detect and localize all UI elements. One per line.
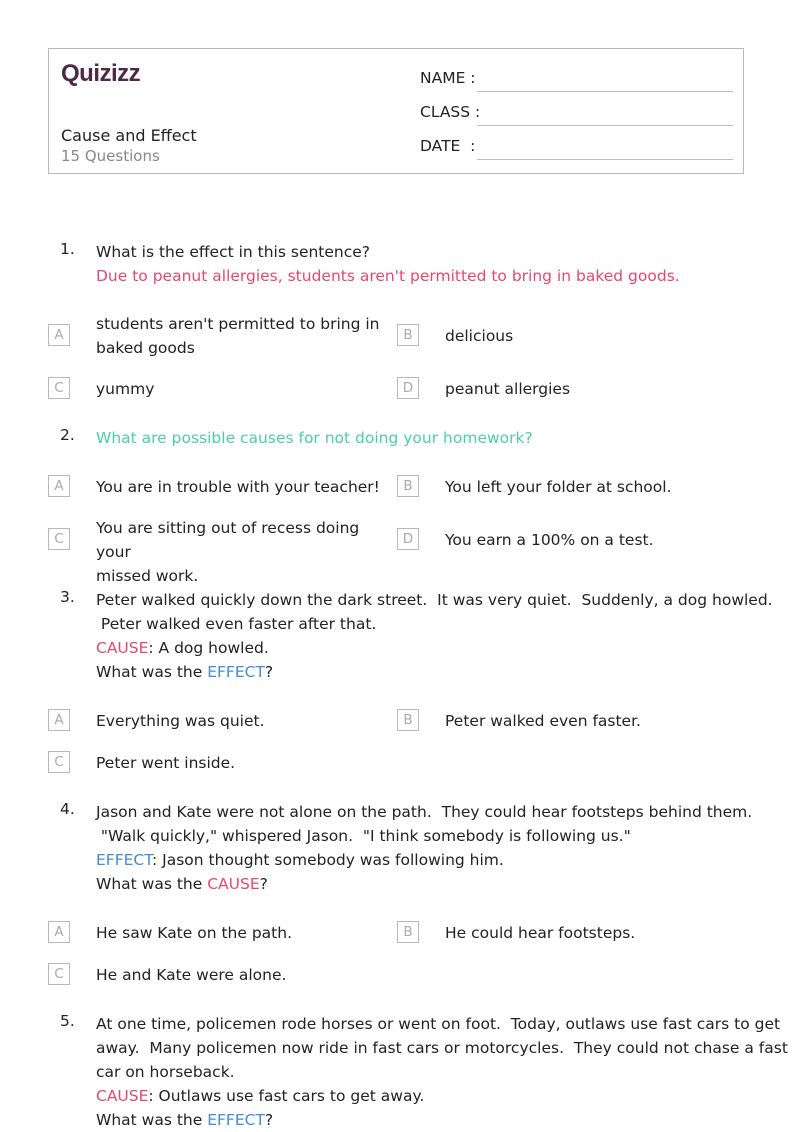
name-label: NAME : <box>420 69 476 87</box>
option-letter[interactable]: D <box>397 377 419 399</box>
option-letter[interactable]: A <box>48 324 70 346</box>
option-text[interactable]: Peter went inside. <box>96 754 236 772</box>
question-count: 15 Questions <box>61 147 160 165</box>
option-letter[interactable]: A <box>48 475 70 497</box>
option-letter[interactable]: C <box>48 751 70 773</box>
ask-prefix: What was the <box>96 875 208 893</box>
effect-label: EFFECT <box>96 851 153 869</box>
option-text[interactable]: yummy <box>96 380 155 398</box>
worksheet-header <box>48 48 744 174</box>
question-line: away. Many policemen now ride in fast cars or motorcycles. They could not chase a fast <box>96 1039 788 1057</box>
question-number: 3. <box>60 588 75 606</box>
option-text[interactable]: You earn a 100% on a test. <box>445 531 654 549</box>
option-letter[interactable]: B <box>397 324 419 346</box>
ask-prefix: What was the <box>96 663 208 681</box>
option-text[interactable]: He and Kate were alone. <box>96 966 287 984</box>
option-text[interactable]: You left your folder at school. <box>445 478 672 496</box>
question-prompt: What is the effect in this sentence? <box>96 243 371 261</box>
question-text <box>96 588 773 684</box>
date-label: DATE : <box>420 137 476 155</box>
question-line: Peter walked even faster after that. <box>96 615 377 633</box>
class-label: CLASS : <box>420 103 481 121</box>
quizizz-logo <box>61 59 153 91</box>
worksheet-title: Cause and Effect <box>61 126 197 145</box>
option-letter[interactable]: D <box>397 528 419 550</box>
question-text <box>96 800 753 896</box>
effect-line <box>96 848 746 872</box>
name-line <box>477 91 733 92</box>
class-field[interactable] <box>420 103 480 121</box>
ask-suffix: ? <box>264 663 274 681</box>
cause-label: CAUSE <box>96 1087 149 1105</box>
date-field[interactable] <box>420 137 475 155</box>
cause-text: : A dog howled. <box>148 639 269 657</box>
option-letter[interactable]: C <box>48 377 70 399</box>
option-text[interactable] <box>96 312 386 360</box>
question-number: 4. <box>60 800 75 818</box>
cause-line <box>96 636 746 660</box>
ask-line <box>96 1108 746 1132</box>
cause-text: : Outlaws use fast cars to get away. <box>148 1087 425 1105</box>
option-letter[interactable]: C <box>48 963 70 985</box>
svg-text:Quizizz: Quizizz <box>61 60 141 87</box>
option-line: baked goods <box>96 339 195 357</box>
question-line: Peter walked quickly down the dark street. It was very quiet. Suddenly, a dog howled. <box>96 591 773 609</box>
class-line <box>477 125 733 126</box>
question-text <box>96 1012 788 1132</box>
question-line: car on horseback. <box>96 1063 235 1081</box>
question-number: 2. <box>60 426 75 444</box>
quizizz-logo-icon <box>61 59 153 87</box>
effect-text: : Jason thought somebody was following him. <box>152 851 504 869</box>
option-letter[interactable]: B <box>397 709 419 731</box>
question-line: "Walk quickly," whispered Jason. "I think somebody is following us." <box>96 827 631 845</box>
option-text[interactable]: peanut allergies <box>445 380 571 398</box>
question-text <box>96 240 746 288</box>
option-letter[interactable]: C <box>48 528 70 550</box>
ask-prefix: What was the <box>96 1111 208 1129</box>
option-text[interactable]: He could hear footsteps. <box>445 924 636 942</box>
option-line: missed work. <box>96 567 199 585</box>
ask-line <box>96 660 746 684</box>
ask-suffix: ? <box>264 1111 274 1129</box>
option-text[interactable]: Peter walked even faster. <box>445 712 641 730</box>
question-number: 5. <box>60 1012 75 1030</box>
ask-word: EFFECT <box>207 1111 265 1129</box>
option-line: students aren't permitted to bring in <box>96 315 380 333</box>
option-text[interactable]: He saw Kate on the path. <box>96 924 292 942</box>
question-line: At one time, policemen rode horses or went on foot. Today, outlaws use fast cars to get <box>96 1015 781 1033</box>
ask-word: EFFECT <box>207 663 265 681</box>
question-line: Jason and Kate were not alone on the path. They could hear footsteps behind them. <box>96 803 753 821</box>
option-text[interactable] <box>96 516 394 588</box>
date-line <box>477 159 733 160</box>
option-text[interactable]: delicious <box>445 327 514 345</box>
option-line: You are sitting out of recess doing your <box>96 519 360 561</box>
cause-label: CAUSE <box>96 639 149 657</box>
option-letter[interactable]: A <box>48 921 70 943</box>
option-letter[interactable]: B <box>397 921 419 943</box>
ask-suffix: ? <box>259 875 268 893</box>
question-highlight: Due to peanut allergies, students aren't permitted to bring in baked goods. <box>96 267 680 285</box>
option-letter[interactable]: B <box>397 475 419 497</box>
option-letter[interactable]: A <box>48 709 70 731</box>
option-text[interactable]: Everything was quiet. <box>96 712 265 730</box>
question-text: What are possible causes for not doing your homework? <box>96 429 533 447</box>
option-text[interactable]: You are in trouble with your teacher! <box>96 478 380 496</box>
name-field[interactable] <box>420 69 476 87</box>
ask-line <box>96 872 746 896</box>
cause-line <box>96 1084 746 1108</box>
ask-word: CAUSE <box>207 875 260 893</box>
question-number: 1. <box>60 240 75 258</box>
